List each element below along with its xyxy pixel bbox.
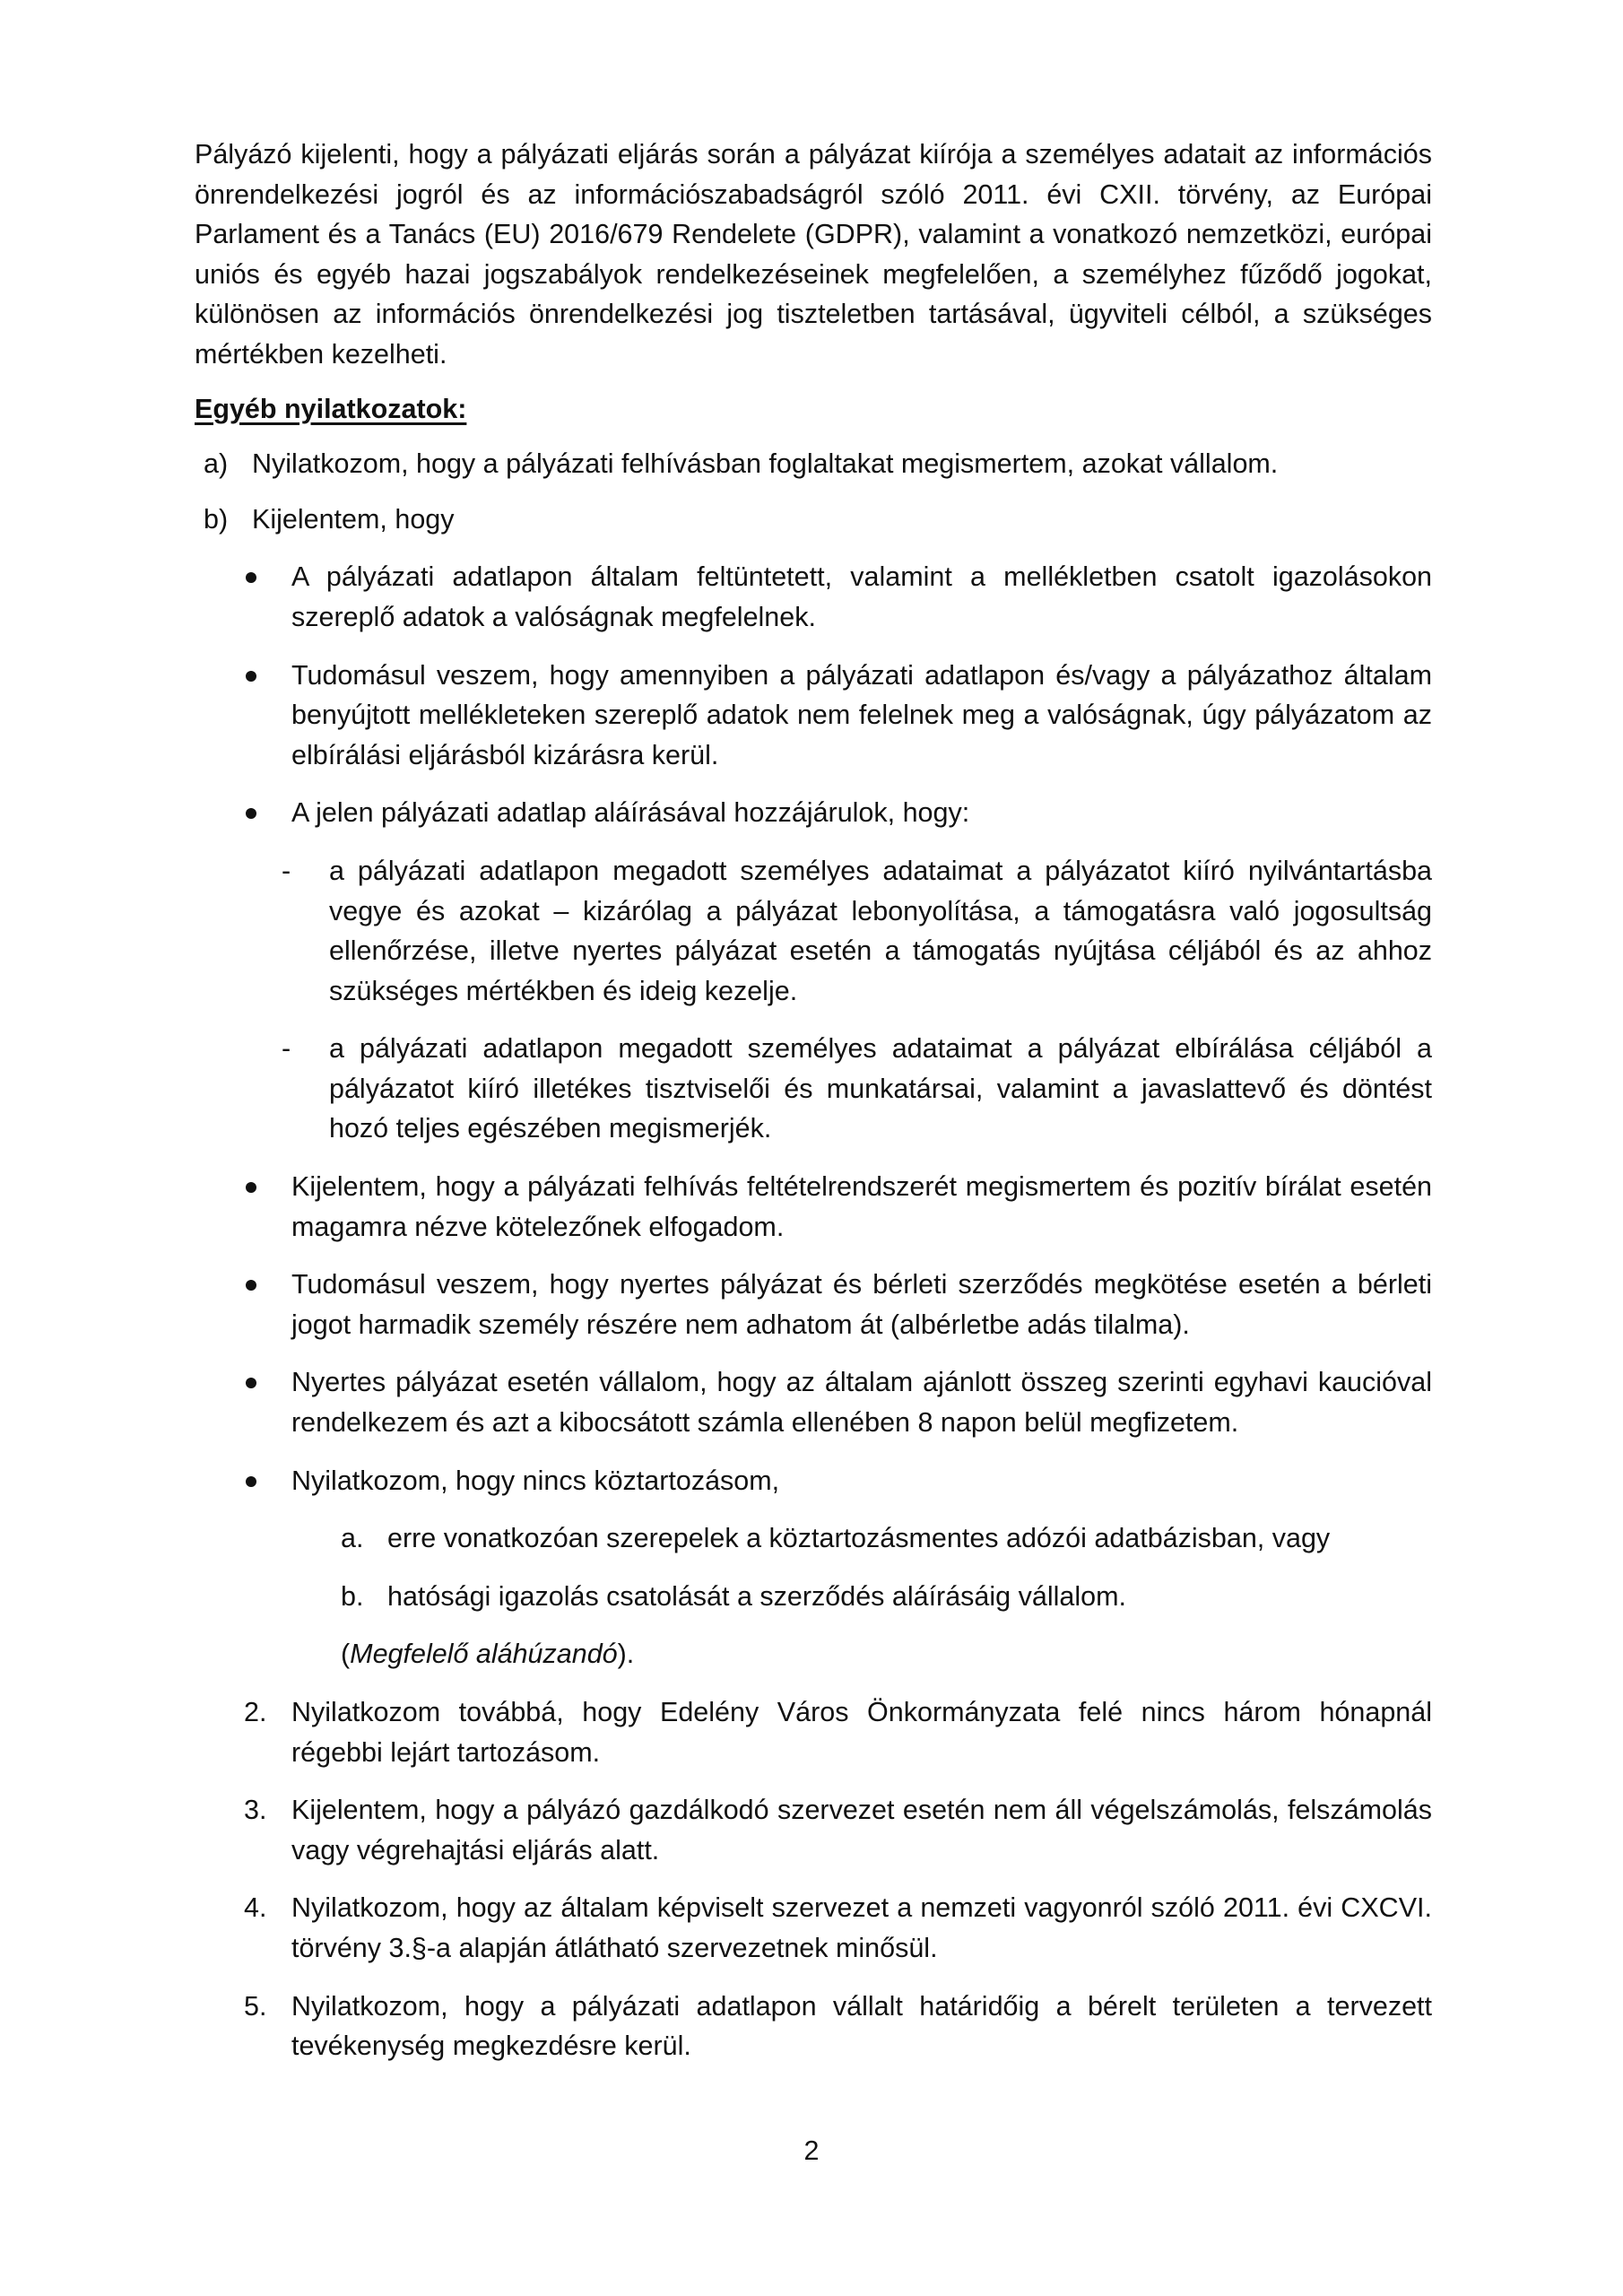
list-item-text: Nyilatkozom, hogy a pályázati felhívásban foglaltakat megismertem, azokat vállalom. xyxy=(252,448,1279,480)
number-marker: 4. xyxy=(244,1892,267,1924)
sub-item-b xyxy=(195,1577,1432,1617)
note-open: ( xyxy=(341,1639,351,1670)
dash-marker: - xyxy=(282,1033,291,1065)
bullet-icon xyxy=(246,1378,256,1388)
number-marker: 3. xyxy=(244,1795,267,1826)
bullet-icon xyxy=(246,572,256,583)
numbered-item-5 xyxy=(195,1987,1432,2066)
list-item-a xyxy=(195,444,1432,484)
bullet-icon xyxy=(246,1280,256,1291)
bullet-text: Kijelentem, hogy a pályázati felhívás feltételrendszerét megismertem és pozitív bírálat esetén magamra nézve kötelezőnek elfogadom. xyxy=(291,1171,1432,1242)
sub-item-text: hatósági igazolás csatolását a szerződés aláírásáig vállalom. xyxy=(387,1580,1126,1612)
numbered-item-3 xyxy=(195,1790,1432,1870)
intro-paragraph: Pályázó kijelenti, hogy a pályázati eljárás során a pályázat kiírója a személyes adatait az információs önrendelkezési jogról és az információszabadságról szóló 2011. évi CXII. törvény, az Európai Parlament és a Tanács (EU) 2016/679 Rendelete (GDPR), valamint a vonatkozó nemzetközi, európai uniós és egyéb hazai jogszabályok rendelkezéseinek megfelelően, a személyhez fűződő jogokat, különösen az információs önrendelkezési jog tiszteletben tartásával, ügyviteli célból, a szükséges mértékben kezelheti. xyxy=(195,139,1432,370)
numbered-text: Kijelentem, hogy a pályázó gazdálkodó szervezet esetén nem áll végelszámolás, felszámolás vagy végrehajtási eljárás alatt. xyxy=(291,1795,1432,1866)
bullet-text: A pályázati adatlapon általam feltüntetett, valamint a mellékletben csatolt igazolásokon szereplő adatok a valóságnak megfelelnek. xyxy=(291,561,1432,632)
dash-text: a pályázati adatlapon megadott személyes adataimat a pályázat elbírálása céljából a pályázatot kiíró illetékes tisztviselői és munkatársai, valamint a javaslattevő és döntést hozó teljes egészében megismerjék. xyxy=(329,1033,1432,1144)
numbered-text: Nyilatkozom továbbá, hogy Edelény Város Önkormányzata felé nincs három hónapnál régebbi lejárt tartozásom. xyxy=(291,1697,1432,1768)
bullet-text: A jelen pályázati adatlap aláírásával hozzájárulok, hogy: xyxy=(291,797,970,829)
sub-item-text: erre vonatkozóan szerepelek a köztartozásmentes adózói adatbázisban, vagy xyxy=(387,1523,1331,1554)
document-page xyxy=(195,135,1432,2066)
page-number: 2 xyxy=(803,2135,820,2166)
list-marker: a) xyxy=(204,448,229,480)
bullet-text: Tudomásul veszem, hogy amennyiben a pályázati adatlapon és/vagy a pályázathoz általam benyújtott mellékleteken szereplő adatok nem felelnek meg a valóságnak, úgy pályázatom az elbírálási eljárásból kizárásra kerül. xyxy=(291,659,1432,770)
note-italic: Megfelelő aláhúzandó xyxy=(350,1639,618,1670)
bullet-text: Nyertes pályázat esetén vállalom, hogy az általam ajánlott összeg szerinti egyhavi kaucióval rendelkezem és azt a kibocsátott számla ellenében 8 napon belül megfizetem. xyxy=(291,1367,1432,1439)
bullet-item xyxy=(195,557,1432,637)
numbered-item-2 xyxy=(195,1692,1432,1772)
dash-item xyxy=(195,851,1432,1011)
list-item-b xyxy=(195,500,1432,540)
bullet-item xyxy=(195,1265,1432,1344)
bullet-item xyxy=(195,1167,1432,1247)
numbered-item-4 xyxy=(195,1888,1432,1968)
number-marker: 2. xyxy=(244,1697,267,1727)
numbered-text: Nyilatkozom, hogy a pályázati adatlapon vállalt határidőig a bérelt területen a tervezett tevékenység megkezdésre kerül. xyxy=(291,1990,1432,2062)
bullet-icon xyxy=(246,671,256,682)
underline-note xyxy=(195,1634,1432,1674)
bullet-icon xyxy=(246,1476,256,1487)
section-heading: Egyéb nyilatkozatok: xyxy=(195,393,467,424)
sub-marker: a. xyxy=(341,1523,364,1554)
bullet-item xyxy=(195,1461,1432,1501)
number-marker: 5. xyxy=(244,1990,267,2022)
dash-marker: - xyxy=(282,855,291,886)
numbered-text: Nyilatkozom, hogy az általam képviselt szervezet a nemzeti vagyonról szóló 2011. évi CXCVI. törvény 3.§-a alapján átlátható szervezetnek minősül. xyxy=(291,1892,1432,1963)
sub-marker: b. xyxy=(341,1580,364,1612)
list-item-text: Kijelentem, hogy xyxy=(252,503,455,535)
dash-item xyxy=(195,1029,1432,1149)
bullet-text: Tudomásul veszem, hogy nyertes pályázat és bérleti szerződés megkötése esetén a bérleti jogot harmadik személy részére nem adhatom át (albérletbe adás tilalma). xyxy=(291,1269,1432,1340)
bullet-item xyxy=(195,793,1432,833)
sub-item-a xyxy=(195,1518,1432,1559)
bullet-icon xyxy=(246,1182,256,1193)
bullet-item xyxy=(195,1362,1432,1442)
bullet-icon xyxy=(246,808,256,819)
list-marker: b) xyxy=(204,503,229,535)
bullet-text: Nyilatkozom, hogy nincs köztartozásom, xyxy=(291,1465,780,1496)
note-close: ). xyxy=(617,1639,635,1670)
dash-text: a pályázati adatlapon megadott személyes adataimat a pályázatot kiíró nyilvántartásba vegye és azokat – kizárólag a pályázat lebonyolítása, a támogatásra való jogosultság ellenőrzése, illetve nyertes pályázat esetén a támogatás nyújtása céljából és az ahhoz szükséges mértékben és ideig kezelje. xyxy=(329,855,1432,1006)
bullet-item xyxy=(195,656,1432,776)
